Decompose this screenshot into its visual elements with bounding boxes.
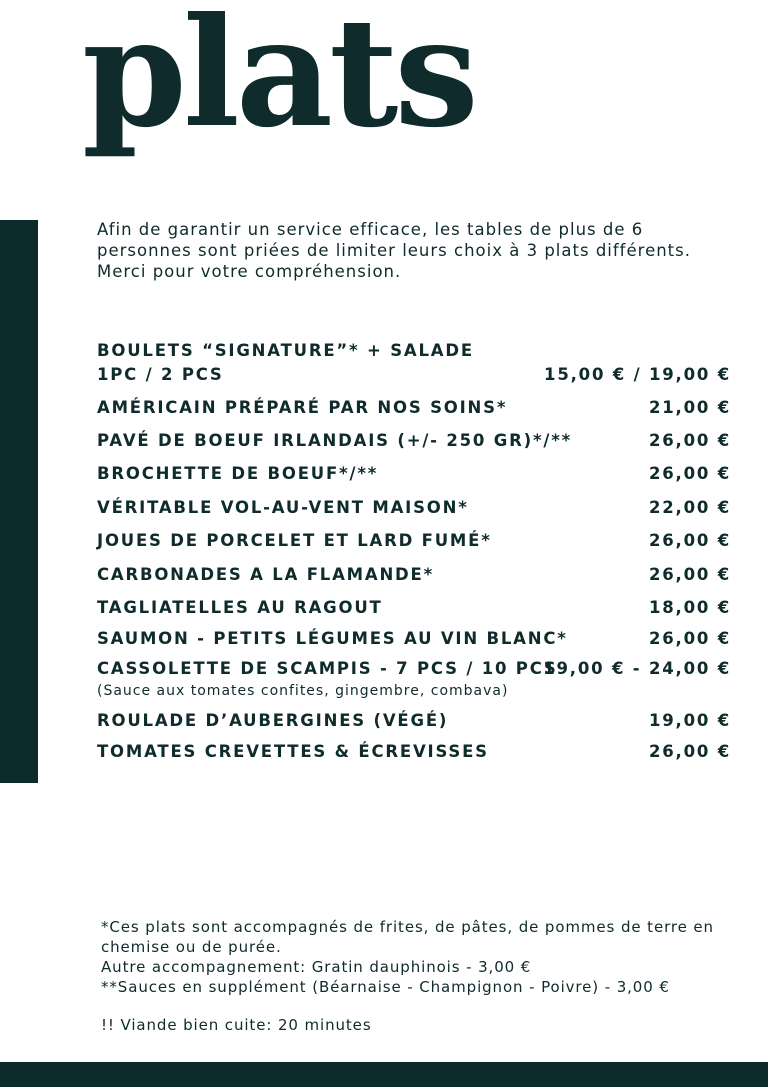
menu-item-name: PAVÉ DE BOEUF IRLANDAIS (+/- 250 GR)*/**	[97, 431, 573, 450]
menu-item-name: JOUES DE PORCELET ET LARD FUMÉ*	[97, 531, 492, 550]
menu-item-price: 19,00 €	[648, 711, 731, 730]
cooking-warning: !! Viande bien cuite: 20 minutes	[101, 1016, 372, 1034]
menu-item-note: (Sauce aux tomates confites, gingembre, combava)	[97, 683, 509, 699]
menu-item-price: 26,00 €	[648, 464, 731, 483]
menu-item	[97, 740, 731, 764]
menu-item	[97, 596, 731, 620]
menu-item-price: 21,00 €	[648, 398, 731, 417]
bottom-accent-bar	[0, 1062, 768, 1087]
footnote-line: **Sauces en supplément (Béarnaise - Champignon - Poivre) - 3,00 €	[101, 978, 670, 996]
menu-item-name: BOULETS “SIGNATURE”* + SALADE	[97, 341, 474, 360]
menu-item	[97, 709, 731, 733]
menu-item	[97, 529, 731, 553]
menu-item	[97, 339, 731, 387]
intro-paragraph	[97, 219, 757, 282]
footnote-line: *Ces plats sont accompagnés de frites, de pâtes, de pommes de terre en	[101, 918, 714, 936]
menu-item-name: CASSOLETTE DE SCAMPIS - 7 PCS / 10 PCS	[97, 659, 558, 678]
menu-item	[97, 563, 731, 587]
footnote-line: chemise ou de purée.	[101, 938, 282, 956]
intro-line: personnes sont priées de limiter leurs choix à 3 plats différents.	[97, 241, 691, 260]
menu-item	[97, 462, 731, 486]
side-accent-bar	[0, 220, 38, 783]
menu-item	[97, 429, 731, 453]
page-title: plats	[82, 0, 475, 161]
menu-item-price: 26,00 €	[648, 531, 731, 550]
menu-item	[97, 657, 731, 701]
menu-item-price: 22,00 €	[648, 498, 731, 517]
menu-item-price: 26,00 €	[648, 629, 731, 648]
menu-item-name: TAGLIATELLES AU RAGOUT	[97, 598, 383, 617]
menu-item-price: 19,00 € - 24,00 €	[543, 659, 731, 678]
menu-item-price: 26,00 €	[648, 742, 731, 761]
menu-item-name: SAUMON - PETITS LÉGUMES AU VIN BLANC*	[97, 629, 568, 648]
menu-item-price: 15,00 € / 19,00 €	[544, 365, 731, 384]
menu-item-price: 26,00 €	[648, 431, 731, 450]
menu-item-name: AMÉRICAIN PRÉPARÉ PAR NOS SOINS*	[97, 398, 508, 417]
footnote-line: Autre accompagnement: Gratin dauphinois - 3,00 €	[101, 958, 532, 976]
menu-item-name: VÉRITABLE VOL-AU-VENT MAISON*	[97, 498, 469, 517]
menu-item-portion: 1PC / 2 PCS	[97, 365, 224, 384]
menu-item-name: TOMATES CREVETTES & ÉCREVISSES	[97, 742, 489, 761]
menu-item-price: 26,00 €	[648, 565, 731, 584]
menu-item	[97, 496, 731, 520]
menu-item	[97, 627, 731, 651]
menu-item-name: ROULADE D’AUBERGINES (VÉGÉ)	[97, 711, 449, 730]
footnotes	[101, 917, 751, 1035]
menu-item	[97, 396, 731, 420]
intro-line: Merci pour votre compréhension.	[97, 262, 402, 281]
menu-item-name: BROCHETTE DE BOEUF*/**	[97, 464, 379, 483]
intro-line: Afin de garantir un service efficace, les tables de plus de 6	[97, 220, 644, 239]
menu-item-price: 18,00 €	[648, 598, 731, 617]
menu-item-name: CARBONADES A LA FLAMANDE*	[97, 565, 435, 584]
